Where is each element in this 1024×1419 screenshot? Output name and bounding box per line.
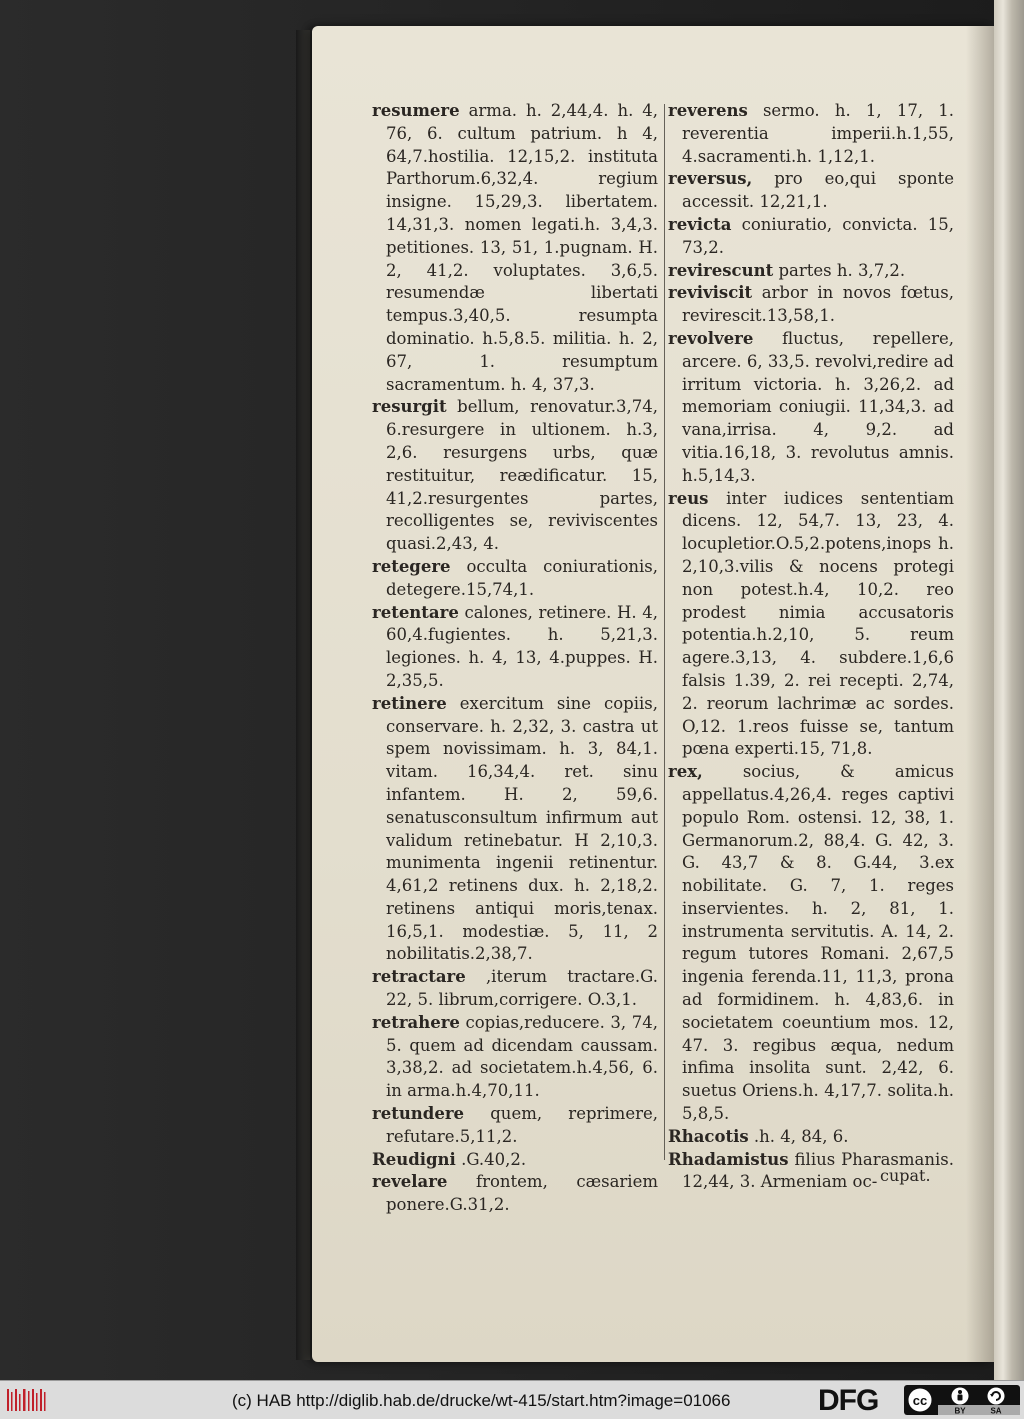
hab-barcode-icon <box>6 1387 50 1413</box>
entry-references: arbor in novos fœtus, revirescit.13,58,1. <box>682 283 954 326</box>
entry-headword: resurgit <box>372 397 447 417</box>
cc-by-sa-badge[interactable] <box>904 1385 1020 1415</box>
entry-references: calones, retinere. H. 4, 60,4.fugientes. h. 5,21,3. legiones. h. 4, 13, 4.puppes. H. 2,35,5. <box>386 602 658 690</box>
entry-headword: rex, <box>668 762 703 782</box>
entry-headword: retinere <box>372 693 447 713</box>
index-entry <box>372 693 658 967</box>
index-entry <box>668 761 954 1126</box>
page-stack-edge <box>994 0 1024 1380</box>
entry-references: occulta coniurationis, detegere.15,74,1. <box>386 556 658 599</box>
column-divider <box>664 104 665 1160</box>
entry-references: pro eo,qui sponte accessit. 12,21,1. <box>682 169 954 212</box>
entry-references: socius, & amicus appellatus.4,26,4. reges captivi populo Rom. ostensi. 12, 38, 1. Germanorum.2, 88,4. G. 42, 3. G. 43,7 & 8. G.44, 3.ex nobilitate. G. 7, 1. reges inservientes. h. 2, 81, 1. instrumenta servitutis. A. 14, 2. regum tutores Romani. 2,67,5 ingenia ferenda.11, 11,3, prona ad formidinem. h. 4,83,6. in societatem coeuntium mos. 12, 47. 3. regibus æqua, nedum infima insolita sunt. 2,42, 6. suetus Oriens.h. 4,17,7. solita.h. 5,8,5. <box>682 762 954 1124</box>
page-gutter-shadow <box>966 26 994 1362</box>
entry-references: quem, reprimere, refutare.5,11,2. <box>386 1104 658 1146</box>
index-column-right <box>668 100 954 1194</box>
entry-headword: retractare <box>372 967 466 987</box>
sa-label: SA <box>990 1406 1002 1415</box>
entry-headword: reus <box>668 488 709 508</box>
index-entry <box>372 1103 658 1149</box>
creative-commons-icon <box>908 1388 933 1413</box>
entry-references: bellum, renovatur.3,74, 6.resurgere in ultionem. h.3, 2,6. resurgens urbs, quæ restituitur, reædificatur. 15, 41,2.resurgentes partes, recolligentes se, reviviscentes quasi.2,43, 4. <box>386 397 658 554</box>
entry-references: sermo. h. 1, 17, 1. reverentia imperii.h.1,55, 4.sacramenti.h. 1,12,1. <box>682 101 954 166</box>
index-entry <box>372 966 658 1012</box>
entry-headword: retundere <box>372 1104 465 1124</box>
index-entry <box>668 168 954 214</box>
entry-headword: Rhacotis <box>668 1126 749 1146</box>
index-entry <box>372 1012 658 1103</box>
index-column-left <box>372 100 658 1217</box>
sa-icon <box>988 1388 1005 1405</box>
entry-headword: revelare <box>372 1172 448 1192</box>
index-entry <box>668 282 954 328</box>
entry-references: coniuratio, convicta. 15, 73,2. <box>682 214 955 257</box>
entry-headword: retentare <box>372 602 459 622</box>
entry-headword: revolvere <box>668 328 754 348</box>
index-entry <box>372 1149 658 1172</box>
entry-references: exercitum sine copiis, conservare. h. 2,32, 3. castra ut spem novissimam. h. 3, 84,1. vitam. 16,34,4. ret. sinu infantem. H. 2, 59,6. senatusconsultum infirmum aut validum retinebatur. H 2,10,3. munimenta ingenii retinentur. 4,61,2 retinens dux. h. 2,18,2. retinens antiqui moris,tenax. 16,5,1. modestiæ. 5, 11, 2 nobilitatis.2,38,7. <box>386 693 658 964</box>
index-entry <box>668 488 954 762</box>
catchword: cupat. <box>880 1166 931 1185</box>
entry-headword: reversus, <box>668 169 753 189</box>
index-entry <box>668 328 954 488</box>
index-entry <box>668 100 954 168</box>
entry-references: partes h. 3,7,2. <box>778 260 906 280</box>
entry-headword: retegere <box>372 556 451 576</box>
by-label: BY <box>954 1406 966 1415</box>
entry-headword: resumere <box>372 101 460 120</box>
entry-headword: revicta <box>668 214 732 234</box>
entry-references: frontem, cæsariem ponere.G.31,2. <box>386 1172 658 1215</box>
index-entry <box>372 556 658 602</box>
by-icon <box>952 1388 969 1405</box>
entry-headword: Reudigni <box>372 1149 456 1169</box>
entry-references: arma. h. 2,44,4. h. 4, 76, 6. cultum patrium. h 4, 64,7.hostilia. 12,15,2. instituta Parthorum.6,32,4. regium insigne. 15,29,3. libertatem. 14,31,3. nomen legati.h. 3,4,3. petitiones. 13, 51, 1.pugnam. H. 2, 41,2. voluptates. 3,6,5. resumendæ libertati tempus.3,40,5. resumpta dominatio. h.5,8.5. militia. h. 2, 67, 1. resumptum sacramentum. h. 4, 37,3. <box>386 101 658 394</box>
entry-references: inter iudices sententiam dicens. 12, 54,7. 13, 23, 4. locupletior.O.5,2.potens,inops h. 2,10,3.vilis & nocens protegi non potest.h.4, 10,2. reo prodest nimia accusatoris potentia.h.2,10, 5. reum agere.3,13, 4. subdere.1,6,6 falsis 1.39, 2. rei recepti. 2,74, 2. reorum lachrimæ ac sordes. O,12. 1.reos fuisse se, tantum pœna experti.15, 71,8. <box>682 488 955 759</box>
index-entry <box>372 396 658 556</box>
book-binding-edge <box>296 30 310 1360</box>
footer-bar <box>0 1380 1024 1419</box>
entry-references: filius Pharasmanis. 12,44, 3. Armeniam oc- <box>682 1149 954 1192</box>
entry-references: .G.40,2. <box>461 1149 527 1169</box>
svg-text:cc: cc <box>912 1393 928 1408</box>
entry-references: copias,reducere. 3, 74, 5. quem ad dicendam caussam. 3,38,2. ad societatem.h.4,56, 6. in arma.h.4,70,11. <box>386 1012 658 1101</box>
entry-references: ,iterum tractare.G. 22, 5. librum,corrigere. O.3,1. <box>386 967 658 1010</box>
index-entry <box>668 214 954 260</box>
index-entry <box>668 260 954 283</box>
index-entry <box>372 602 658 693</box>
index-entry <box>372 1171 658 1217</box>
index-entry <box>372 100 658 396</box>
entry-headword: reverens <box>668 101 748 120</box>
entry-references: fluctus, repellere, arcere. 6, 33,5. revolvi,redire ad irritum victoria. h. 3,26,2. ad memoriam coniugii. 11,34,3. ad vana,irrisa. 4, 9,2. ad vitia.16,18, 3. revolutus amnis. h.5,14,3. <box>682 328 954 485</box>
dfg-logo: DFG <box>818 1384 879 1417</box>
entry-headword: Rhadamistus <box>668 1149 789 1169</box>
entry-headword: retrahere <box>372 1012 460 1032</box>
entry-headword: revirescunt <box>668 260 774 280</box>
entry-references: .h. 4, 84, 6. <box>753 1126 849 1146</box>
citation-link[interactable]: (c) HAB http://diglib.hab.de/drucke/wt-415/start.htm?image=01066 <box>232 1391 731 1410</box>
index-entry <box>668 1126 954 1149</box>
entry-headword: reviviscit <box>668 283 753 303</box>
